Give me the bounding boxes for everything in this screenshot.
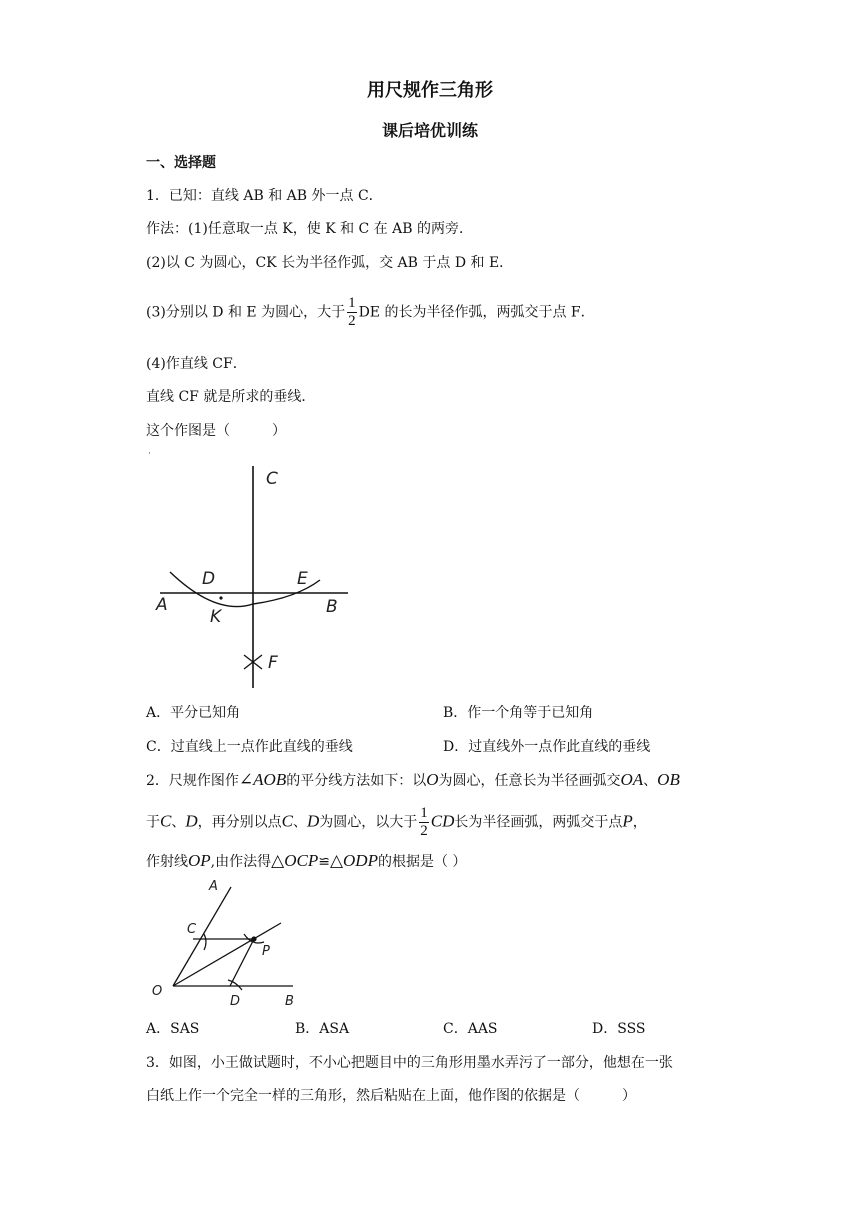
math-c: C (281, 811, 293, 831)
q2-option-c: C．AAS (443, 1021, 498, 1037)
q2-text: 的平分线方法如下：以 (286, 773, 427, 789)
math-oa: OA (620, 770, 644, 789)
label-p: P (262, 944, 270, 959)
q2-text: 、 (171, 814, 186, 831)
q2-text: 、 (643, 773, 658, 789)
label-d: D (202, 569, 216, 589)
q2-option-a: A．SAS (146, 1021, 200, 1037)
label-f: F (268, 653, 278, 673)
label-k: K (210, 607, 222, 627)
math-ob: OB (657, 770, 680, 789)
math-congruent: ≌ (318, 854, 330, 870)
q2-line-2 (146, 806, 647, 839)
q1-step-3-post: DE 的长为半径作弧，两弧交于点 F． (358, 304, 595, 321)
q1-stem: 1．已知：直线 AB 和 AB 外一点 C． (146, 188, 383, 204)
q1-option-a: A．平分已知角 (146, 705, 241, 721)
q2-option-b: B．ASA (295, 1021, 350, 1037)
ray-oa (173, 887, 231, 986)
q2-text: 2．尺规作图作 (146, 773, 239, 789)
math-triangle-ocp: △OCP (271, 851, 319, 870)
q1-question: 这个作图是（ ） (146, 423, 286, 439)
label-a: A (209, 879, 218, 894)
q1-step-1: 作法：(1)任意取一点 K，使 K 和 C 在 AB 的两旁． (146, 221, 474, 237)
q2-line-3 (146, 851, 466, 872)
q1-figure (146, 448, 366, 693)
q2-text: 、 (292, 814, 307, 831)
math-cd: CD (430, 811, 455, 831)
q2-text: 为圆心，以大于 (319, 814, 418, 831)
page-title: 用尺规作三角形 (367, 80, 493, 101)
math-p: P (622, 811, 633, 831)
q1-step-4: (4)作直线 CF． (146, 356, 247, 372)
figure-corner-mark: · (148, 449, 151, 459)
point-k (219, 596, 222, 599)
q2-text: 作射线 (146, 854, 188, 870)
q2-option-d: D．SSS (592, 1021, 646, 1037)
q2-text: ，再分别以点 (197, 814, 282, 831)
label-c: C (187, 922, 197, 937)
page-subtitle: 课后培优训练 (381, 121, 478, 140)
q2-text: 的根据是（ ） (377, 854, 467, 870)
label-c: C (266, 469, 278, 489)
point-p (251, 936, 256, 941)
math-triangle-odp: △ODP (329, 851, 378, 870)
q1-step-3 (146, 296, 595, 329)
q2-text: 为圆心，任意长为半径画弧交 (438, 773, 621, 789)
q1-fraction: $\frac{1}{2}$ (348, 295, 356, 329)
q2-fraction: $\frac{1}{2}$ (420, 805, 428, 839)
math-op: OP (188, 851, 211, 870)
q2-line-1 (146, 770, 680, 791)
q2-text: 于 (146, 814, 160, 831)
label-b: B (285, 994, 294, 1009)
label-a: A (156, 595, 168, 615)
q2-text: ， (632, 814, 647, 831)
q2-text: 长为半径画弧，两弧交于点 (454, 814, 623, 831)
math-o: O (426, 770, 439, 789)
section-heading: 一、选择题 (146, 155, 216, 171)
q2-text: ,由作法得 (210, 854, 272, 870)
math-angle-aob: ∠AOB (238, 770, 287, 789)
label-o: O (152, 984, 163, 999)
label-b: B (326, 597, 338, 617)
q1-step-2: (2)以 C 为圆心，CK 长为半径作弧，交 AB 于点 D 和 E． (146, 255, 514, 271)
math-d: D (306, 811, 320, 831)
math-d: D (185, 811, 198, 831)
q1-option-d: D．过直线外一点作此直线的垂线 (443, 739, 651, 755)
math-c: C (160, 811, 172, 831)
q3-line-2: 白纸上作一个完全一样的三角形，然后粘贴在上面，他作图的依据是（ ） (146, 1088, 636, 1104)
arc-at-c (204, 934, 206, 950)
q1-option-c: C．过直线上一点作此直线的垂线 (146, 739, 353, 755)
label-d: D (230, 994, 241, 1009)
q1-step-3-pre: (3)分别以 D 和 E 为圆心，大于 (146, 304, 346, 321)
q3-line-1: 3．如图，小王做试题时，不小心把题目中的三角形用墨水弄污了一部分，他想在一张 (146, 1055, 673, 1071)
label-e: E (297, 569, 308, 589)
q1-conclusion: 直线 CF 就是所求的垂线． (146, 389, 316, 405)
q2-figure (146, 876, 306, 1010)
q1-option-b: B．作一个角等于已知角 (443, 705, 594, 721)
